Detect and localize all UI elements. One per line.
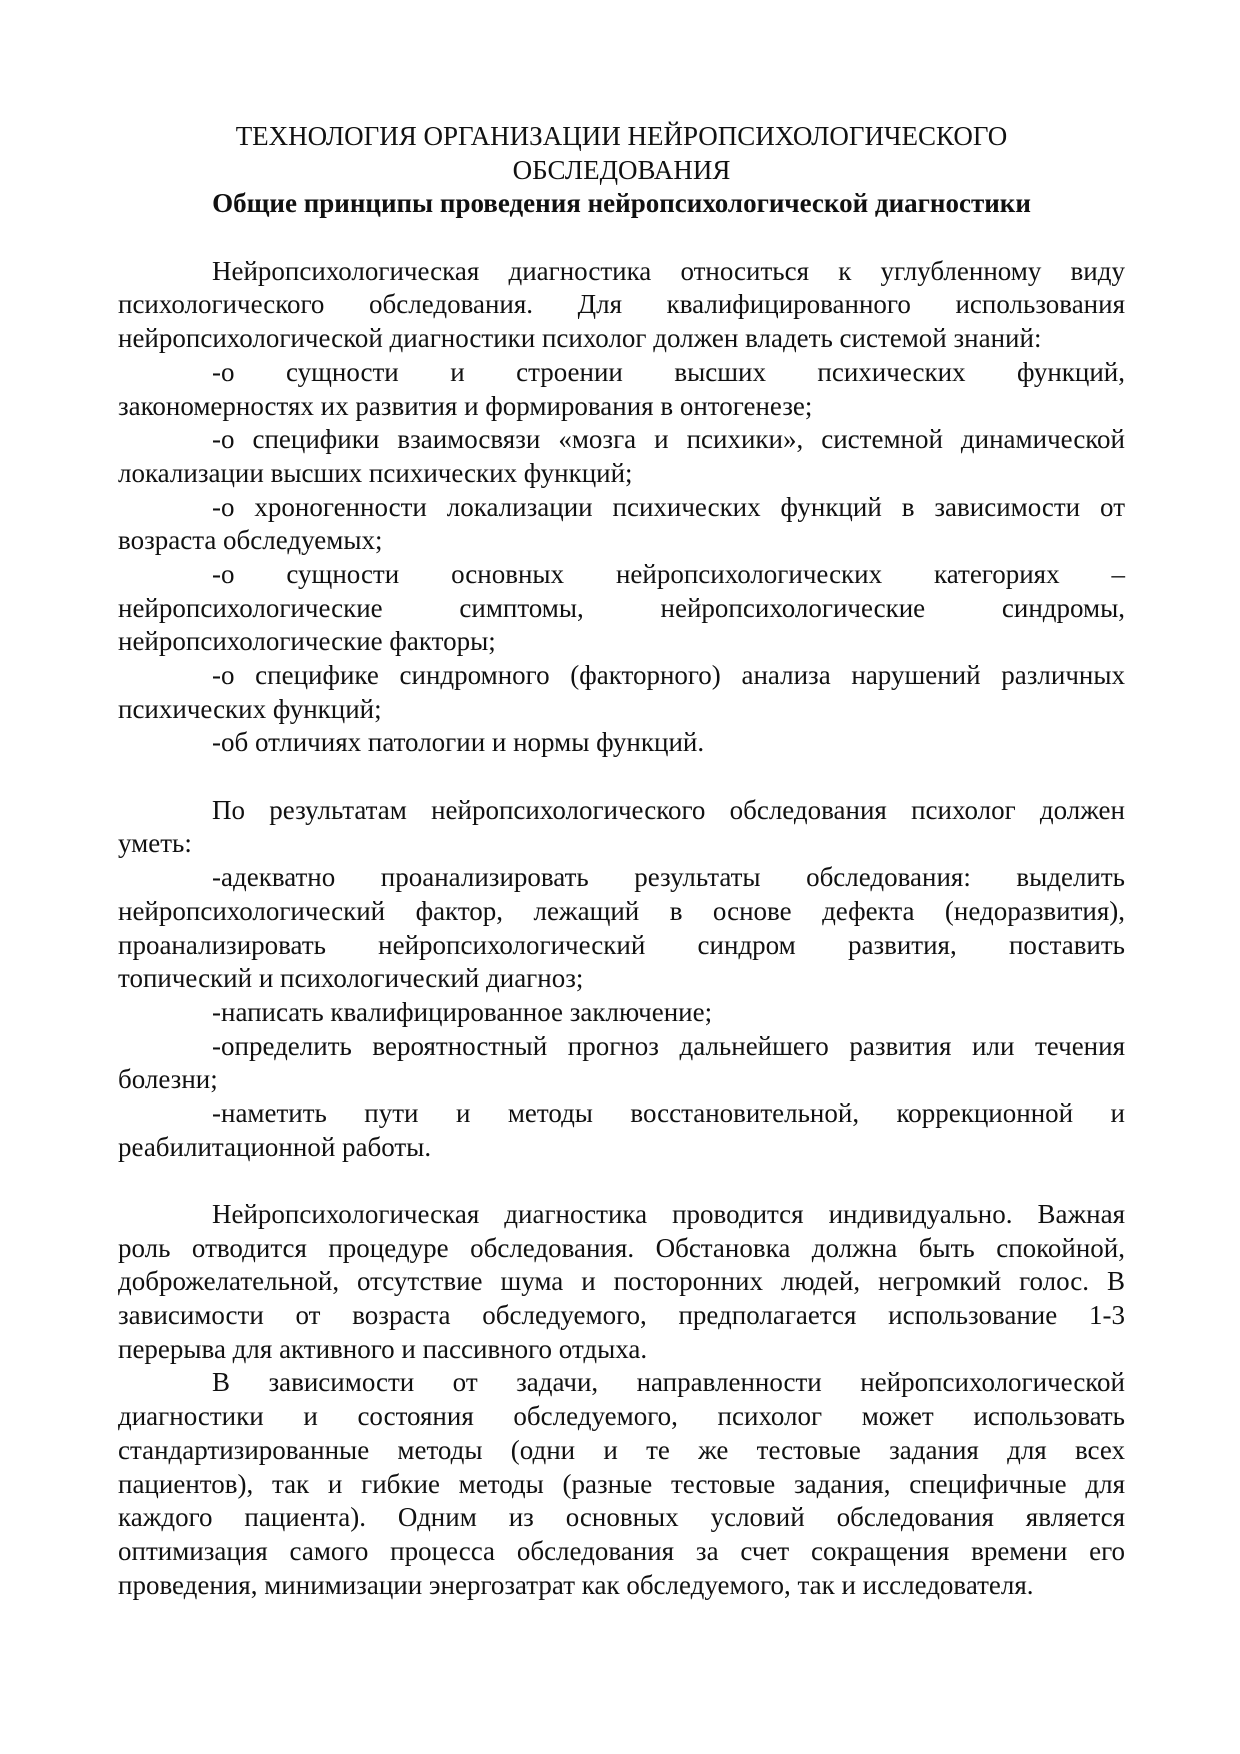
text-line: Нейропсихологическая диагностика относиться к углубленному виду bbox=[212, 255, 1125, 286]
text-line: закономерностях их развития и формирования в онтогенезе; bbox=[118, 390, 813, 421]
text-line: пациентов), так и гибкие методы (разные тестовые задания, специфичные для bbox=[118, 1468, 1125, 1499]
text-line: проведения, минимизации энергозатрат как обследуемого, так и исследователя. bbox=[118, 1569, 1034, 1600]
text-line: психологического обследования. Для квалифицированного использования bbox=[118, 289, 1125, 320]
text-line: перерыва для активного и пассивного отдыха. bbox=[118, 1333, 648, 1364]
text-line: -об отличиях патологии и нормы функций. bbox=[212, 727, 705, 758]
paragraph bbox=[118, 1366, 1125, 1602]
text-line: -определить вероятностный прогноз дальнейшего развития или течения bbox=[212, 1030, 1125, 1061]
text-line: -о сущности основных нейропсихологических категориях – bbox=[212, 558, 1125, 589]
paragraph bbox=[118, 1030, 1125, 1097]
text-line: локализации высших психических функций; bbox=[118, 457, 633, 488]
paragraph bbox=[118, 861, 1125, 996]
paragraph bbox=[118, 491, 1125, 558]
text-line: нейропсихологические факторы; bbox=[118, 626, 496, 657]
paragraph bbox=[118, 423, 1125, 490]
paragraph bbox=[118, 558, 1125, 659]
text-line: -наметить пути и методы восстановительной, коррекционной и bbox=[212, 1097, 1125, 1128]
text-line: нейропсихологической диагностики психолог должен владеть системой знаний: bbox=[118, 323, 1042, 354]
paragraph bbox=[118, 659, 1125, 726]
text-line: Нейропсихологическая диагностика проводится индивидуально. Важная bbox=[212, 1199, 1125, 1229]
text-line: стандартизированные методы (одни и те же тестовые задания для всех bbox=[118, 1434, 1125, 1465]
text-line: нейропсихологический фактор, лежащий в основе дефекта (недоразвития), bbox=[118, 895, 1125, 926]
text-line: нейропсихологические симптомы, нейропсихологические синдромы, bbox=[118, 592, 1125, 623]
text-line: роль отводится процедуре обследования. Обстановка должна быть спокойной, bbox=[118, 1232, 1125, 1263]
blank-line bbox=[118, 1164, 1125, 1198]
text-line: оптимизация самого процесса обследования за счет сокращения времени его bbox=[118, 1535, 1125, 1566]
text-line: -о хроногенности локализации психических функций в зависимости от bbox=[212, 491, 1125, 522]
text-line: В зависимости от задачи, направленности нейропсихологической bbox=[212, 1367, 1125, 1398]
section-subtitle: Общие принципы проведения нейропсихологической диагностики bbox=[212, 188, 1031, 219]
document-page bbox=[118, 120, 1125, 1602]
text-line: -написать квалифицированное заключение; bbox=[212, 996, 713, 1027]
text-line: -о специфики взаимосвязи «мозга и психики», системной динамической bbox=[212, 424, 1125, 455]
text-line: топический и психологический диагноз; bbox=[118, 963, 584, 994]
text-line: По результатам нейропсихологического обследования психолог должен bbox=[212, 794, 1125, 825]
text-line: проанализировать нейропсихологический синдром развития, поставить bbox=[118, 929, 1125, 960]
text-line: психических функций; bbox=[118, 693, 382, 724]
text-line: болезни; bbox=[118, 1064, 218, 1095]
paragraph bbox=[118, 996, 1125, 1030]
paragraph bbox=[118, 794, 1125, 861]
paragraph bbox=[118, 726, 1125, 760]
blank-line bbox=[118, 221, 1125, 255]
title-line: ТЕХНОЛОГИЯ ОРГАНИЗАЦИИ НЕЙРОПСИХОЛОГИЧЕСКОГО bbox=[235, 121, 1008, 151]
text-line: -адекватно проанализировать результаты обследования: выделить bbox=[212, 862, 1125, 893]
text-line: диагностики и состояния обследуемого, психолог может использовать bbox=[118, 1401, 1125, 1432]
paragraph bbox=[118, 356, 1125, 423]
text-line: возраста обследуемых; bbox=[118, 525, 383, 556]
text-line: -о сущности и строении высших психических функций, bbox=[212, 356, 1125, 387]
text-line: уметь: bbox=[118, 828, 192, 859]
blank-line bbox=[118, 760, 1125, 794]
text-line: реабилитационной работы. bbox=[118, 1131, 432, 1162]
text-line: зависимости от возраста обследуемого, предполагается использование 1-3 bbox=[118, 1300, 1125, 1331]
text-line: -о специфике синдромного (факторного) анализа нарушений различных bbox=[212, 660, 1125, 690]
document-body bbox=[118, 221, 1125, 1602]
title-line: ОБСЛЕДОВАНИЯ bbox=[512, 154, 731, 185]
paragraph bbox=[118, 1097, 1125, 1164]
paragraph bbox=[118, 1198, 1125, 1366]
paragraph bbox=[118, 255, 1125, 356]
text-line: доброжелательной, отсутствие шума и посторонних людей, негромкий голос. В bbox=[118, 1266, 1125, 1297]
text-line: каждого пациента). Одним из основных условий обследования является bbox=[118, 1502, 1125, 1533]
